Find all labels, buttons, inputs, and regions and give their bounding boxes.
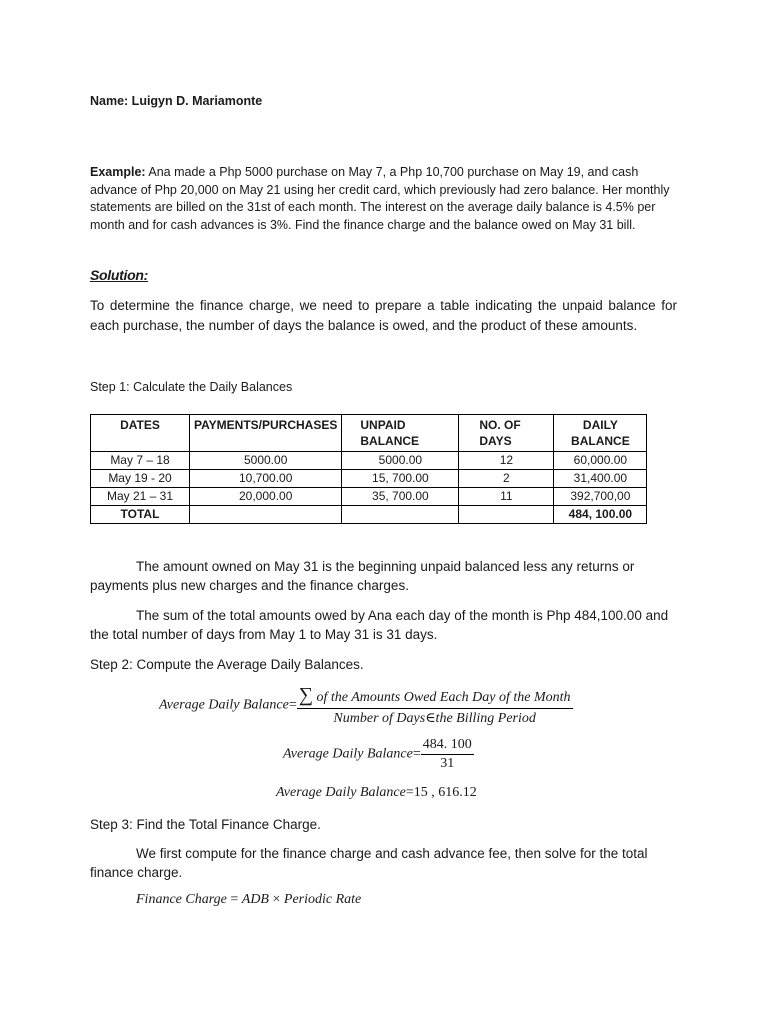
formula4-times: × [268,892,284,907]
step1-heading: Step 1: Calculate the Daily Balances [90,380,293,394]
step3-heading: Step 3: Find the Total Finance Charge. [90,817,321,832]
formula4-lhs: Finance Charge [136,892,227,907]
table-row [91,452,647,470]
formula4-equals: = [226,892,242,907]
example-text: Ana made a Php 5000 purchase on May 7, a Php 10,700 purchase on May 19, and cash advance of Php 20,000 on May 21 using her credit card, which previously had zero balance. Her monthly statements are billed on the 31st of each month. The interest on the average daily balance is 4.5% per month and for cash advances is 3%. Find the finance charge and the balance owed on May 31 bill. [90,165,670,232]
formula2-equals: = [412,746,421,762]
header-unpaid-balance: UNPAID BALANCE [342,415,459,452]
formula4-periodic-rate: Periodic Rate [283,892,362,907]
paragraph-sum-total: The sum of the total amounts owed by Ana each day of the month is Php 484,100.00 and the total number of days from May 1 to May 31 is 31 days. [90,608,669,642]
cell-days: 11 [459,488,554,506]
table-row [91,488,647,506]
formula1-numerator-text: of the Amounts Owed Each Day of the Month [313,690,571,705]
formula-average-daily-balance-result [276,785,477,801]
formula1-lhs: Average Daily Balance [159,697,289,713]
cell-total-empty [459,506,554,524]
intro-paragraph: To determine the finance charge, we need to prepare a table indicating the unpaid balance for each purchase, the number of days the balance is owed, and the product of these amounts. [90,298,677,333]
student-name: Name: Luigyn D. Mariamonte [90,94,263,108]
paragraph-compute-finance: We first compute for the finance charge and cash advance fee, then solve for the total finance charge. [90,846,648,880]
formula3-rhs: 15 , 616.12 [413,785,477,800]
formula4-adb: ADB [241,892,269,907]
cell-daily: 31,400.00 [554,470,647,488]
table-total-row [91,506,647,524]
cell-date: May 7 – 18 [91,452,190,470]
header-no-of-days: NO. OF DAYS [459,415,554,452]
paragraph-amount-owned: The amount owned on May 31 is the beginning unpaid balanced less any returns or payments plus new charges and the finance charges. [90,559,635,593]
formula-average-daily-balance-definition [159,684,573,727]
cell-unpaid: 5000.00 [342,452,459,470]
cell-total-value: 484, 100.00 [554,506,647,524]
formula2-denominator: 31 [440,756,455,771]
cell-unpaid: 15, 700.00 [342,470,459,488]
cell-daily: 60,000.00 [554,452,647,470]
table-row [91,470,647,488]
formula2-fraction [421,737,474,772]
formula1-fraction [297,684,573,727]
example-label: Example: [90,165,146,179]
cell-payment: 10,700.00 [190,470,342,488]
header-payments: PAYMENTS/PURCHASES [190,415,342,452]
cell-payment: 20,000.00 [190,488,342,506]
formula-average-daily-balance-values [283,737,474,772]
formula1-numerator [297,684,573,709]
cell-total-empty [190,506,342,524]
formula1-equals: = [288,697,297,713]
cell-total-label: TOTAL [91,506,190,524]
formula2-numerator: 484. 100 [421,737,474,755]
formula3-equals: = [405,785,414,800]
example-paragraph [90,164,678,234]
header-daily-balance: DAILY BALANCE [554,415,647,452]
cell-daily: 392,700,00 [554,488,647,506]
formula1-denominator: Number of Days∈the Billing Period [333,711,536,726]
cell-date: May 19 - 20 [91,470,190,488]
sigma-symbol: ∑ [298,684,314,706]
solution-heading: Solution: [90,267,148,283]
header-dates: DATES [91,415,190,452]
formula3-lhs: Average Daily Balance [276,785,406,800]
table-header-row [91,415,647,452]
cell-date: May 21 – 31 [91,488,190,506]
cell-total-empty [342,506,459,524]
cell-payment: 5000.00 [190,452,342,470]
cell-days: 2 [459,470,554,488]
cell-unpaid: 35, 700.00 [342,488,459,506]
formula-finance-charge [136,892,361,908]
daily-balance-table [90,414,647,524]
cell-days: 12 [459,452,554,470]
step2-heading: Step 2: Compute the Average Daily Balances. [90,657,364,672]
formula2-lhs: Average Daily Balance [283,746,413,762]
